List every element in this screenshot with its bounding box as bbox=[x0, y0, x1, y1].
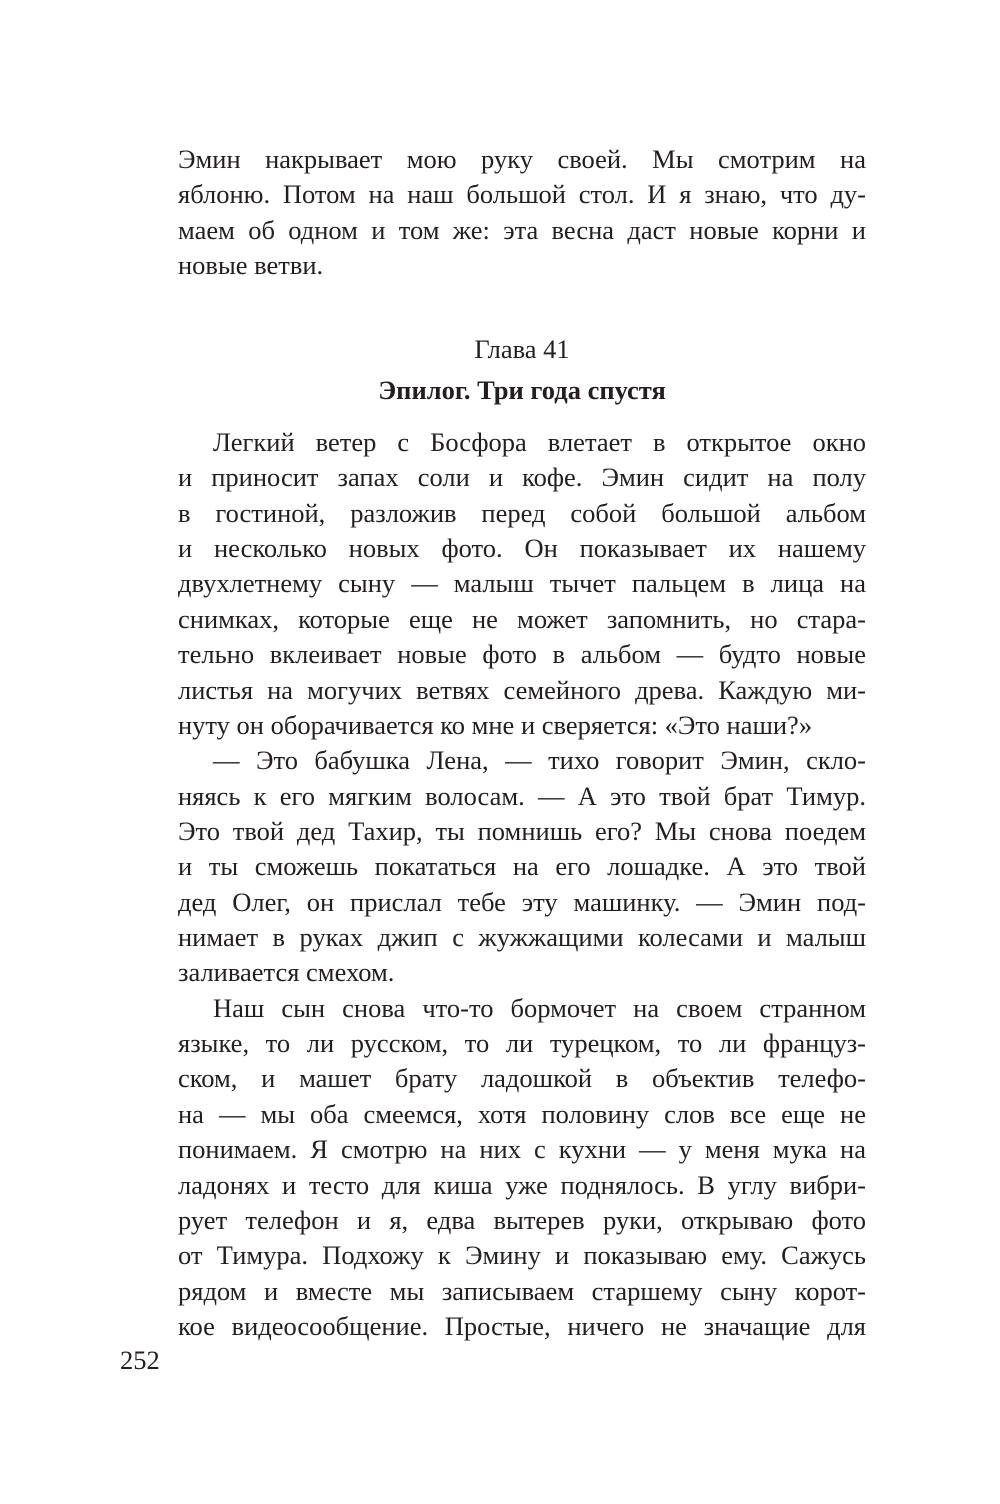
text-line: — Это бабушка Лена, — тихо говорит Эмин, скло- bbox=[213, 745, 866, 776]
text-line: Это твой дед Тахир, ты помнишь его? Мы снова поедем bbox=[178, 815, 866, 846]
text-line: снимках, которые еще не может запомнить, но стара- bbox=[178, 603, 866, 634]
text-line: няясь к его мягким волосам. — А это твой брат Тимур. bbox=[178, 780, 866, 811]
text-line: от Тимура. Подхожу к Эмину и показываю ему. Сажусь bbox=[178, 1240, 866, 1271]
chapter-number: Глава 41 bbox=[474, 334, 570, 364]
text-line: рует телефон и я, едва вытерев руки, открываю фото bbox=[178, 1204, 866, 1235]
text-line: дед Олег, он прислал тебе эту машинку. — Эмин под- bbox=[178, 886, 866, 917]
text-line: ладонях и тесто для киша уже поднялось. В углу вибри- bbox=[178, 1169, 866, 1200]
text-line: Легкий ветер с Босфора влетает в открытое окно bbox=[213, 427, 866, 457]
page-number: 252 bbox=[120, 1345, 160, 1375]
text-line: Эмин накрывает мою руку своей. Мы смотрим на bbox=[178, 144, 866, 174]
text-line: листья на могучих ветвях семейного древа. Каждую ми- bbox=[178, 674, 866, 705]
text-line: ском, и машет брату ладошкой в объектив телефо- bbox=[178, 1063, 866, 1094]
text-line: и ты сможешь покататься на его лошадке. А это твой bbox=[178, 851, 866, 882]
text-line: рядом и вместе мы записываем старшему сыну корот- bbox=[178, 1275, 866, 1306]
text-line: новые ветви. bbox=[178, 250, 324, 281]
text-line: Наш сын снова что-то бормочет на своем странном bbox=[213, 992, 866, 1023]
chapter-title: Эпилог. Три года спустя bbox=[378, 375, 666, 405]
text-line: заливается смехом. bbox=[178, 957, 395, 988]
text-line: понимаем. Я смотрю на них с кухни — у меня мука на bbox=[178, 1134, 866, 1165]
text-line: яблоню. Потом на наш большой стол. И я знаю, что ду- bbox=[178, 179, 866, 210]
previous-chapter-ending bbox=[178, 142, 866, 283]
text-line: тельно вклеивает новые фото в альбом — будто новые bbox=[178, 639, 866, 670]
chapter-body bbox=[178, 425, 866, 1344]
text-line: в гостиной, разложив перед собой большой альбом bbox=[178, 497, 866, 528]
text-line: двухлетнему сыну — малыш тычет пальцем в лица на bbox=[178, 568, 866, 599]
text-line: нимает в руках джип с жужжащими колесами и малыш bbox=[178, 922, 866, 953]
text-line: нуту он оборачивается ко мне и сверяется: «Это наши?» bbox=[178, 709, 813, 740]
text-line: и приносит запах соли и кофе. Эмин сидит на полу bbox=[178, 462, 866, 493]
text-line: и несколько новых фото. Он показывает их нашему bbox=[178, 533, 866, 564]
text-line: языке, то ли русском, то ли турецком, то ли француз- bbox=[178, 1028, 866, 1059]
text-line: на — мы оба смеемся, хотя половину слов все еще не bbox=[178, 1098, 866, 1129]
text-line: маем об одном и том же: эта весна даст новые корни и bbox=[178, 214, 866, 245]
text-line: кое видеосообщение. Простые, ничего не значащие для bbox=[178, 1310, 866, 1341]
